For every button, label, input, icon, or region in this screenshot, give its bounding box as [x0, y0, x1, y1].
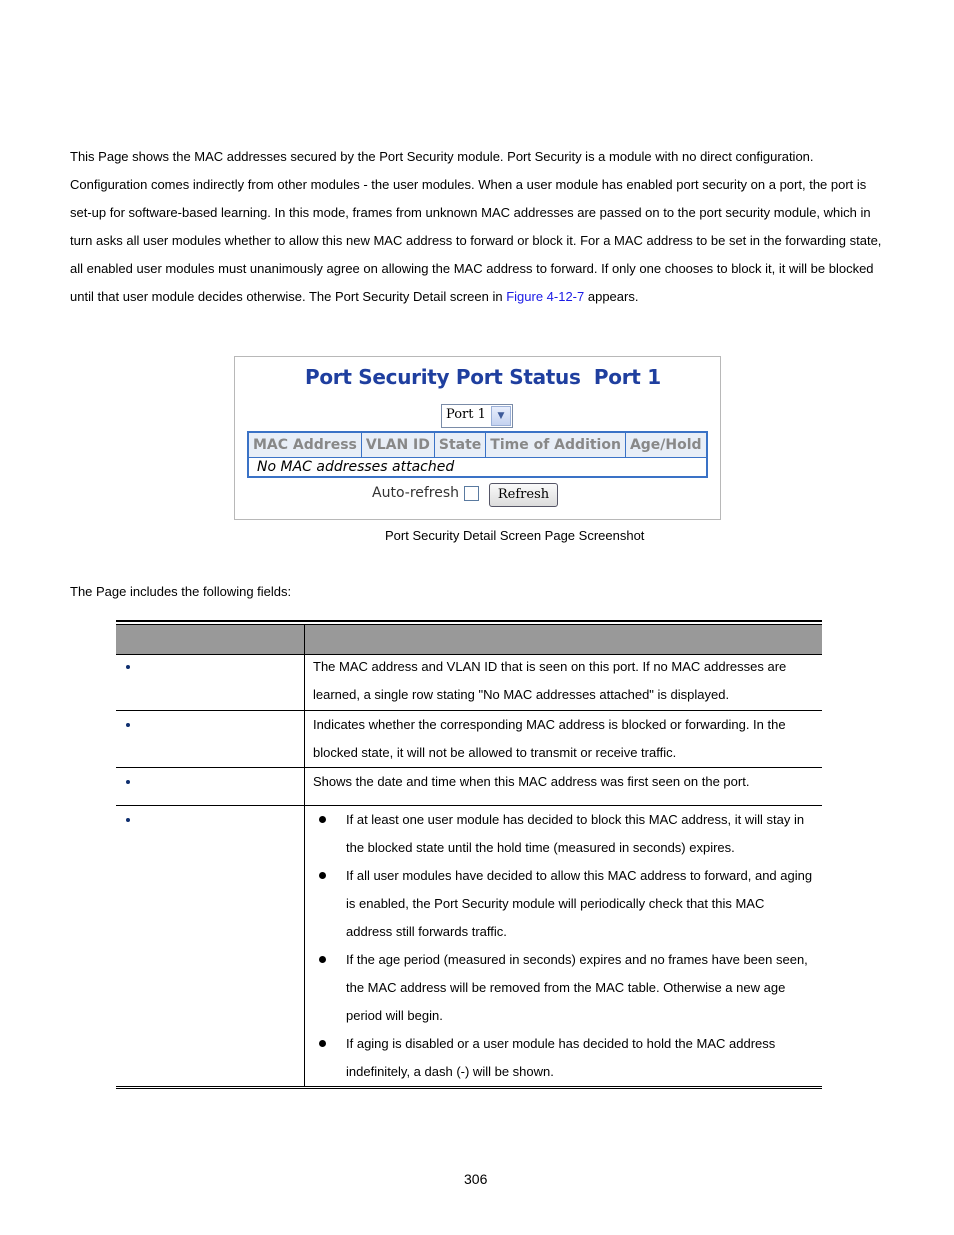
mac-status-table: [247, 431, 708, 478]
list-item: [313, 806, 813, 862]
refresh-button[interactable]: Refresh: [489, 483, 558, 507]
table-header-row: [248, 432, 707, 458]
column-divider: [304, 653, 305, 710]
table-row: [116, 711, 822, 768]
port-select-value: Port 1: [446, 407, 486, 422]
field-description: Shows the date and time when this MAC address was first seen on the port.: [313, 774, 750, 789]
chevron-down-icon[interactable]: ▼: [491, 406, 511, 426]
table-row: [248, 458, 707, 478]
bullet-icon: [126, 665, 130, 669]
intro-text: This Page shows the MAC addresses secured by the Port Security module. Port Security is a module with no direct configuration. Configuration comes indirectly from other modules - the user modules. When a user module has enabled port security on a port, the port is set-up for software-based learning. In this mode, frames from unknown MAC addresses are passed on to the port security module, which in turn asks all user modules whether to allow this new MAC address to forward or block it. For a MAC address to be set in the forwarding state, all enabled user modules must unanimously agree on allowing the MAC address to forward. If only one chooses to block it, it will be blocked until that user module decides otherwise. The Port Security Detail screen in: [70, 149, 882, 304]
bullet-icon: [319, 956, 326, 963]
table-header: [116, 624, 822, 655]
bullet-icon: [126, 818, 130, 822]
list-item-text: If aging is disabled or a user module has decided to hold the MAC address indefinitely, a dash (-) will be shown.: [346, 1036, 776, 1079]
list-item-text: If all user modules have decided to allow this MAC address to forward, and aging is enabled, the Port Security module will periodically check that this MAC address still forwards traffic.: [346, 868, 813, 939]
intro-after: appears.: [584, 289, 639, 304]
screenshot-title: Port Security Port Status Port 1: [305, 365, 661, 389]
page-number: 306: [464, 1171, 488, 1187]
column-divider: [304, 768, 305, 805]
bullet-icon: [126, 723, 130, 727]
col-age-hold: Age/Hold: [625, 432, 706, 458]
port-select[interactable]: [441, 404, 513, 428]
table-row: [116, 806, 822, 1086]
col-mac-address: MAC Address: [248, 432, 361, 458]
field-description: Indicates whether the corresponding MAC address is blocked or forwarding. In the blocked state, it will not be allowed to transmit or receive traffic.: [313, 717, 786, 760]
bullet-icon: [126, 780, 130, 784]
auto-refresh-checkbox[interactable]: [464, 486, 479, 501]
figure-caption: Port Security Detail Screen Page Screenshot: [385, 528, 645, 543]
header-divider: [304, 625, 305, 654]
fields-intro: The Page includes the following fields:: [70, 584, 292, 599]
table-bottom-rule: [116, 1086, 822, 1089]
auto-refresh-label: Auto-refresh: [372, 485, 460, 501]
field-description: The MAC address and VLAN ID that is seen on this port. If no MAC addresses are learned, a single row stating "No MAC addresses attached" is displayed.: [313, 659, 787, 702]
column-divider: [304, 806, 305, 1086]
port-status-screenshot: [234, 356, 721, 520]
col-vlan-id: VLAN ID: [361, 432, 434, 458]
column-divider: [304, 711, 305, 767]
empty-row-text: No MAC addresses attached: [248, 458, 707, 478]
list-item-text: If at least one user module has decided to block this MAC address, it will stay in the blocked state until the hold time (measured in seconds) expires.: [346, 812, 805, 855]
list-item: [313, 1030, 813, 1086]
figure-link[interactable]: Figure 4-12-7: [506, 289, 585, 304]
table-top-rule: [116, 620, 822, 622]
col-time-of-addition: Time of Addition: [486, 432, 626, 458]
list-item-text: If the age period (measured in seconds) expires and no frames have been seen, the MAC address will be removed from the MAC table. Otherwise a new age period will begin.: [346, 952, 808, 1023]
table-row: [116, 768, 822, 806]
bullet-icon: [319, 1040, 326, 1047]
bullet-icon: [319, 816, 326, 823]
intro-paragraph: [70, 143, 890, 311]
list-item: [313, 862, 813, 946]
field-description-list: [313, 806, 813, 1086]
list-item: [313, 946, 813, 1030]
col-state: State: [434, 432, 485, 458]
table-row: [116, 653, 822, 711]
bullet-icon: [319, 872, 326, 879]
